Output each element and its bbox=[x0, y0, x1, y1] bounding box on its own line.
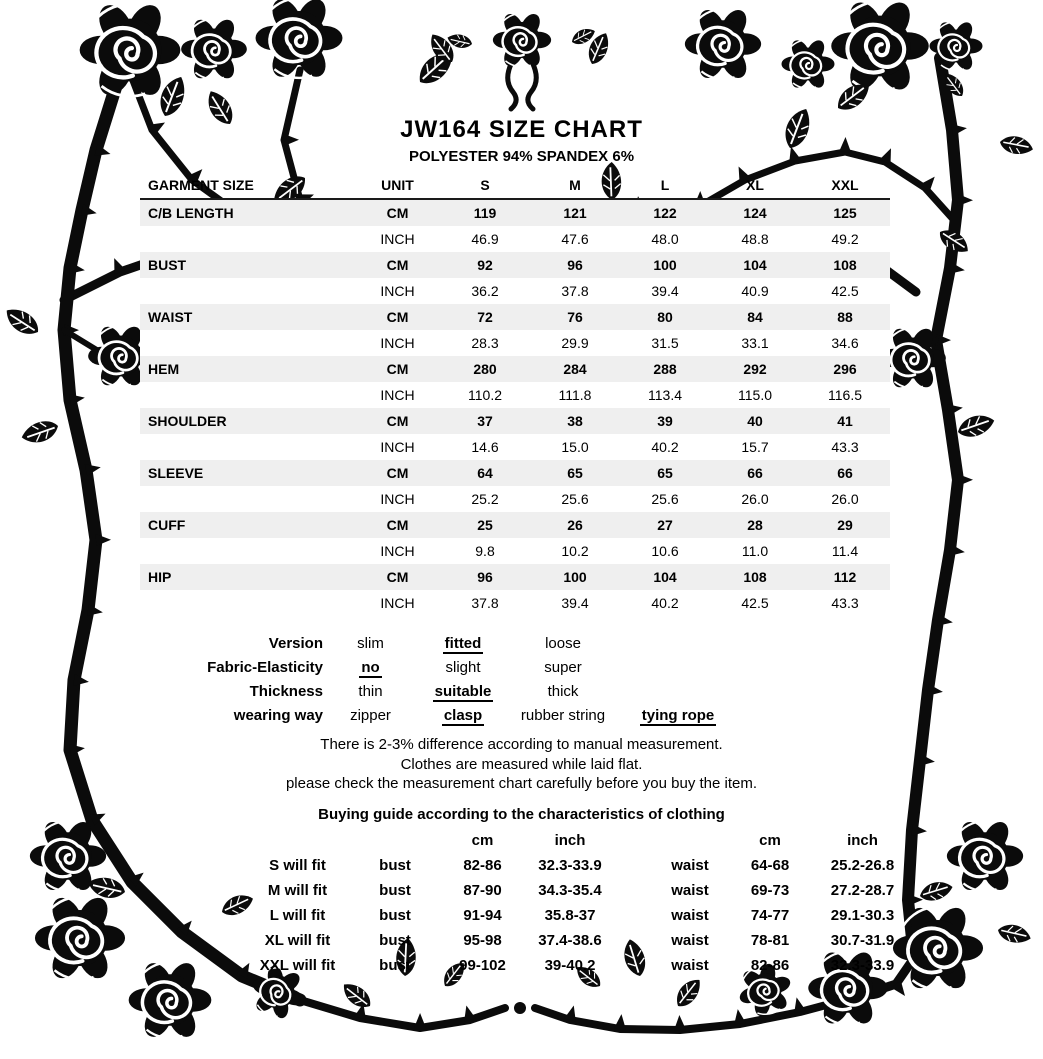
unit-inch-cell: INCH bbox=[380, 595, 415, 611]
unit-inch-cell: INCH bbox=[380, 231, 415, 247]
bg-empty bbox=[650, 828, 730, 853]
bg-waist-label: waist bbox=[671, 932, 709, 949]
cm-value: 37 bbox=[477, 413, 493, 429]
inch-value: 46.9 bbox=[471, 231, 499, 247]
bg-bust-label: bust bbox=[379, 907, 411, 924]
cm-value: 40 bbox=[747, 413, 763, 429]
unit-cm-cell: CM bbox=[386, 361, 409, 377]
page-title: JW164 SIZE CHART bbox=[400, 116, 643, 143]
bg-waist-cm: 74-77 bbox=[750, 907, 790, 924]
inch-value: 111.8 bbox=[558, 387, 592, 403]
inch-value: 15.7 bbox=[741, 439, 769, 455]
cm-value: 96 bbox=[567, 257, 583, 273]
inch-value: 40.2 bbox=[651, 439, 679, 455]
buying-guide-row bbox=[250, 878, 915, 903]
attribute-option: clasp bbox=[443, 706, 483, 724]
cm-value: 38 bbox=[567, 413, 583, 429]
col-header-m: M bbox=[530, 172, 620, 199]
measurement-inch-row bbox=[140, 590, 890, 616]
col-header-xl: XL bbox=[710, 172, 800, 199]
bg-waist-inch: 30.7-31.9 bbox=[830, 932, 895, 949]
attribute-option: rubber string bbox=[520, 706, 606, 724]
note-line: There is 2-3% difference according to manual measurement. bbox=[320, 736, 723, 753]
inch-value: 9.8 bbox=[475, 543, 495, 559]
cm-value: 292 bbox=[743, 361, 767, 377]
measurement-cm-row bbox=[140, 512, 890, 538]
cm-value: 104 bbox=[743, 257, 767, 273]
measurement-inch-row bbox=[140, 382, 890, 408]
unit-cm-cell: CM bbox=[386, 465, 409, 481]
bg-gap bbox=[620, 853, 650, 878]
measurement-inch-row bbox=[140, 226, 890, 252]
bg-gap bbox=[620, 953, 650, 978]
attribute-label: Fabric-Elasticity bbox=[207, 658, 323, 676]
cm-value: 284 bbox=[563, 361, 587, 377]
bg-waist-label: waist bbox=[671, 907, 709, 924]
buying-guide-row bbox=[250, 953, 915, 978]
inch-value: 39.4 bbox=[651, 283, 679, 299]
inch-value: 42.5 bbox=[831, 283, 859, 299]
cm-value: 108 bbox=[743, 569, 767, 585]
measurement-notes bbox=[0, 735, 1043, 794]
measurement-label-spacer bbox=[140, 278, 355, 304]
unit-cm-cell: CM bbox=[386, 257, 409, 273]
inch-value: 26.0 bbox=[741, 491, 769, 507]
cm-value: 66 bbox=[837, 465, 853, 481]
attribute-label: Version bbox=[268, 634, 323, 652]
cm-value: 39 bbox=[657, 413, 673, 429]
attribute-option: thin bbox=[358, 682, 383, 700]
measurement-label: SLEEVE bbox=[148, 465, 204, 481]
bg-empty bbox=[250, 828, 345, 853]
attribute-row bbox=[128, 679, 738, 703]
inch-value: 29.9 bbox=[561, 335, 589, 351]
inch-value: 48.8 bbox=[741, 231, 769, 247]
cm-value: 66 bbox=[747, 465, 763, 481]
bg-size-label: L will fit bbox=[269, 907, 326, 924]
measurement-cm-row bbox=[140, 304, 890, 330]
cm-value: 96 bbox=[477, 569, 493, 585]
bg-waist-inch: 25.2-26.8 bbox=[830, 857, 895, 874]
measurement-cm-row bbox=[140, 356, 890, 382]
bg-waist-label: waist bbox=[671, 857, 709, 874]
buying-guide-row bbox=[250, 903, 915, 928]
measurement-label: SHOULDER bbox=[148, 413, 227, 429]
cm-value: 280 bbox=[473, 361, 497, 377]
attribute-option: slim bbox=[357, 634, 384, 652]
attribute-option: thick bbox=[547, 682, 579, 700]
bg-header-inch2: inch bbox=[847, 832, 878, 849]
cm-value: 84 bbox=[747, 309, 763, 325]
bg-waist-inch: 27.2-28.7 bbox=[830, 882, 895, 899]
inch-value: 28.3 bbox=[471, 335, 499, 351]
cm-value: 65 bbox=[657, 465, 673, 481]
buying-guide-row bbox=[250, 853, 915, 878]
unit-inch-cell: INCH bbox=[380, 335, 415, 351]
inch-value: 42.5 bbox=[741, 595, 769, 611]
measurement-cm-row bbox=[140, 564, 890, 590]
cm-value: 41 bbox=[837, 413, 853, 429]
cm-value: 112 bbox=[833, 569, 857, 585]
size-table-header-row bbox=[140, 172, 890, 199]
measurement-inch-row bbox=[140, 278, 890, 304]
inch-value: 116.5 bbox=[828, 387, 862, 403]
bg-waist-label: waist bbox=[671, 957, 709, 974]
cm-value: 100 bbox=[653, 257, 677, 273]
col-header-l: L bbox=[620, 172, 710, 199]
bg-waist-inch: 29.1-30.3 bbox=[830, 907, 895, 924]
bg-size-label: M will fit bbox=[267, 882, 328, 899]
attribute-option: suitable bbox=[434, 682, 492, 700]
attribute-option: loose bbox=[545, 634, 581, 652]
bg-bust-inch: 35.8-37 bbox=[544, 907, 596, 924]
attribute-option: tying rope bbox=[641, 706, 715, 724]
bg-waist-cm: 69-73 bbox=[750, 882, 790, 899]
attr-table-body bbox=[128, 631, 738, 727]
bg-size-label: S will fit bbox=[269, 857, 326, 874]
bg-empty bbox=[345, 828, 445, 853]
bg-bust-label: bust bbox=[379, 932, 411, 949]
cm-value: 108 bbox=[833, 257, 857, 273]
buying-guide-body bbox=[250, 828, 915, 978]
measurement-label: CUFF bbox=[148, 517, 186, 533]
cm-value: 121 bbox=[563, 205, 587, 221]
cm-value: 119 bbox=[473, 205, 497, 221]
attribute-option: zipper bbox=[350, 706, 391, 724]
measurement-label: BUST bbox=[148, 257, 187, 273]
attribute-option bbox=[618, 631, 738, 655]
inch-value: 10.6 bbox=[651, 543, 679, 559]
inch-value: 34.6 bbox=[831, 335, 859, 351]
attribute-option: no bbox=[361, 658, 380, 676]
unit-inch-cell: INCH bbox=[380, 283, 415, 299]
bg-bust-cm: 95-98 bbox=[463, 932, 502, 949]
bg-empty bbox=[620, 828, 650, 853]
measurement-cm-row bbox=[140, 252, 890, 278]
attribute-option: super bbox=[544, 658, 582, 676]
attribute-row bbox=[128, 655, 738, 679]
inch-value: 40.2 bbox=[651, 595, 679, 611]
unit-cm-cell: CM bbox=[386, 309, 409, 325]
inch-value: 40.9 bbox=[741, 283, 769, 299]
bg-bust-inch: 37.4-38.6 bbox=[538, 932, 602, 949]
cm-value: 65 bbox=[567, 465, 583, 481]
measurement-inch-row bbox=[140, 330, 890, 356]
unit-inch-cell: INCH bbox=[380, 439, 415, 455]
attribute-row bbox=[128, 631, 738, 655]
attribute-row bbox=[128, 703, 738, 727]
inch-value: 25.6 bbox=[651, 491, 679, 507]
measurement-label-spacer bbox=[140, 434, 355, 460]
inch-value: 37.8 bbox=[561, 283, 589, 299]
buying-guide-table bbox=[250, 828, 915, 978]
col-header-unit: UNIT bbox=[355, 172, 440, 199]
col-header-garment-size: GARMENT SIZE bbox=[140, 172, 355, 199]
size-table-body bbox=[140, 199, 890, 616]
unit-inch-cell: INCH bbox=[380, 491, 415, 507]
bg-waist-cm: 64-68 bbox=[750, 857, 790, 874]
measurement-cm-row bbox=[140, 460, 890, 486]
bg-waist-cm: 78-81 bbox=[750, 932, 790, 949]
bg-waist-cm: 82-86 bbox=[750, 957, 790, 974]
measurement-cm-row bbox=[140, 199, 890, 226]
cm-value: 64 bbox=[477, 465, 493, 481]
cm-value: 25 bbox=[477, 517, 493, 533]
bg-bust-inch: 32.3-33.9 bbox=[538, 857, 602, 874]
buying-guide-row bbox=[250, 928, 915, 953]
cm-value: 29 bbox=[837, 517, 853, 533]
measurement-label: C/B LENGTH bbox=[148, 205, 234, 221]
measurement-label: HEM bbox=[148, 361, 180, 377]
inch-value: 14.6 bbox=[471, 439, 499, 455]
buying-guide-header-row bbox=[250, 828, 915, 853]
inch-value: 113.4 bbox=[648, 387, 682, 403]
inch-value: 26.0 bbox=[831, 491, 859, 507]
bg-gap bbox=[620, 878, 650, 903]
inch-value: 25.2 bbox=[471, 491, 499, 507]
inch-value: 25.6 bbox=[561, 491, 589, 507]
buying-guide-title: Buying guide according to the characteristics of clothing bbox=[318, 806, 725, 823]
garment-attributes-table bbox=[128, 631, 738, 727]
inch-value: 37.8 bbox=[471, 595, 499, 611]
inch-value: 49.2 bbox=[831, 231, 859, 247]
cm-value: 288 bbox=[653, 361, 677, 377]
bg-header-cm2: cm bbox=[759, 832, 781, 849]
inch-value: 48.0 bbox=[651, 231, 679, 247]
bg-size-label: XL will fit bbox=[264, 932, 331, 949]
unit-cm-cell: CM bbox=[386, 205, 409, 221]
unit-inch-cell: INCH bbox=[380, 387, 415, 403]
inch-value: 31.5 bbox=[651, 335, 679, 351]
inch-value: 11.4 bbox=[831, 543, 859, 559]
inch-value: 110.2 bbox=[468, 387, 502, 403]
attribute-option: fitted bbox=[444, 634, 482, 652]
bg-bust-label: bust bbox=[379, 882, 411, 899]
cm-value: 92 bbox=[477, 257, 493, 273]
cm-value: 104 bbox=[653, 569, 677, 585]
measurement-label-spacer bbox=[140, 486, 355, 512]
bg-bust-cm: 87-90 bbox=[463, 882, 502, 899]
bg-header-inch1: inch bbox=[554, 832, 586, 849]
cm-value: 26 bbox=[567, 517, 583, 533]
col-header-s: S bbox=[440, 172, 530, 199]
measurement-inch-row bbox=[140, 486, 890, 512]
bg-bust-inch: 39-40.2 bbox=[544, 957, 596, 974]
measurement-label-spacer bbox=[140, 382, 355, 408]
cm-value: 122 bbox=[653, 205, 677, 221]
measurement-label-spacer bbox=[140, 538, 355, 564]
measurement-cm-row bbox=[140, 408, 890, 434]
bg-header-cm1: cm bbox=[471, 832, 494, 849]
inch-value: 43.3 bbox=[831, 595, 859, 611]
attribute-option: slight bbox=[445, 658, 481, 676]
col-header-xxl: XXL bbox=[800, 172, 890, 199]
inch-value: 115.0 bbox=[738, 387, 772, 403]
inch-value: 10.2 bbox=[561, 543, 589, 559]
inch-value: 39.4 bbox=[561, 595, 589, 611]
unit-cm-cell: CM bbox=[386, 569, 409, 585]
measurement-inch-row bbox=[140, 434, 890, 460]
bg-waist-inch: 32.3-33.9 bbox=[830, 957, 895, 974]
cm-value: 296 bbox=[833, 361, 857, 377]
bg-size-label: XXL will fit bbox=[259, 957, 336, 974]
measurement-label: HIP bbox=[148, 569, 172, 585]
measurement-label-spacer bbox=[140, 226, 355, 252]
cm-value: 76 bbox=[567, 309, 583, 325]
note-line: please check the measurement chart carefully before you buy the item. bbox=[285, 775, 758, 792]
measurement-label-spacer bbox=[140, 330, 355, 356]
measurement-label: WAIST bbox=[148, 309, 193, 325]
inch-value: 15.0 bbox=[561, 439, 589, 455]
size-table bbox=[140, 172, 890, 616]
fabric-composition: POLYESTER 94% SPANDEX 6% bbox=[408, 148, 635, 165]
bg-gap bbox=[620, 903, 650, 928]
inch-value: 43.3 bbox=[831, 439, 859, 455]
attribute-label: Thickness bbox=[249, 682, 323, 700]
cm-value: 125 bbox=[833, 205, 857, 221]
bg-gap bbox=[620, 928, 650, 953]
bg-bust-label: bust bbox=[379, 957, 411, 974]
bg-bust-label: bust bbox=[379, 857, 411, 874]
unit-inch-cell: INCH bbox=[380, 543, 415, 559]
bg-bust-inch: 34.3-35.4 bbox=[538, 882, 602, 899]
measurement-inch-row bbox=[140, 538, 890, 564]
attribute-option bbox=[618, 679, 738, 703]
unit-cm-cell: CM bbox=[386, 517, 409, 533]
bg-waist-label: waist bbox=[671, 882, 709, 899]
cm-value: 28 bbox=[747, 517, 763, 533]
measurement-label-spacer bbox=[140, 590, 355, 616]
bg-bust-cm: 82-86 bbox=[463, 857, 502, 874]
cm-value: 88 bbox=[837, 309, 853, 325]
inch-value: 33.1 bbox=[741, 335, 769, 351]
cm-value: 124 bbox=[743, 205, 767, 221]
inch-value: 11.0 bbox=[741, 543, 769, 559]
cm-value: 72 bbox=[477, 309, 493, 325]
unit-cm-cell: CM bbox=[386, 413, 409, 429]
attribute-label: wearing way bbox=[233, 706, 323, 724]
cm-value: 80 bbox=[657, 309, 673, 325]
inch-value: 47.6 bbox=[561, 231, 589, 247]
attribute-option bbox=[618, 655, 738, 679]
cm-value: 27 bbox=[657, 517, 673, 533]
cm-value: 100 bbox=[563, 569, 587, 585]
bg-bust-cm: 99-102 bbox=[459, 957, 506, 974]
inch-value: 36.2 bbox=[471, 283, 499, 299]
bg-bust-cm: 91-94 bbox=[463, 907, 502, 924]
note-line: Clothes are measured while laid flat. bbox=[400, 755, 643, 773]
